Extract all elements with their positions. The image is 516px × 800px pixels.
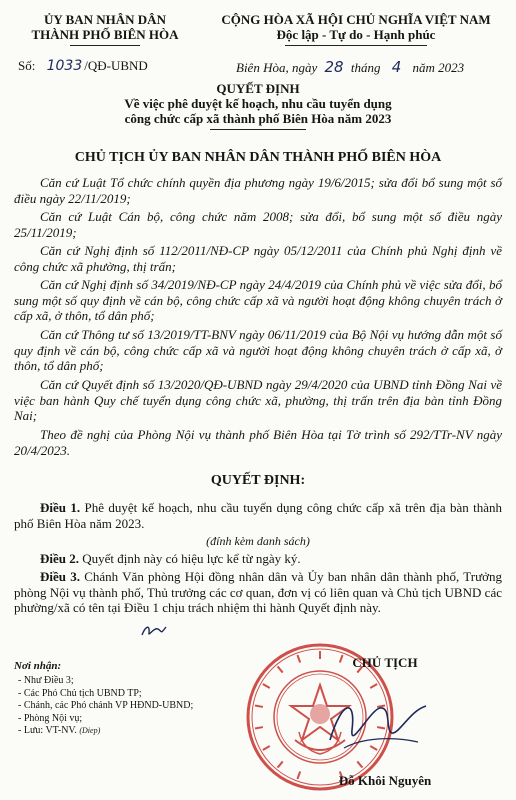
legal-basis-7: Theo đề nghị của Phòng Nội vụ thành phố Biên Hòa tại Tờ trình số 292/TTr-NV ngày 20/4/2023. [14,427,502,458]
recipients-heading: Nơi nhận: [14,660,62,672]
legal-basis-6: Căn cứ Quyết định số 13/2020/QĐ-UBND ngày 29/4/2020 của UBND tỉnh Đồng Nai về việc ban hành Quy chế tuyển dụng công chức xã, phường, thị trấn trên địa bàn tỉnh Đồng Nai; [14,377,502,423]
recipient-list [18,675,193,738]
legal-basis-5: Căn cứ Thông tư số 13/2019/TT-BNV ngày 06/11/2019 của Bộ Nội vụ hướng dẫn một số quy định về cán bộ, công chức cấp xã và người hoạt động không chuyên trách ở cấp xã, ở thôn, tổ dân phố; [14,327,502,373]
signer-name: Đỗ Khôi Nguyên [338,773,432,788]
title-underline [210,129,306,130]
document-date: Biên Hòa, ngày 28 tháng 4 năm 2023 [236,58,465,76]
handwritten-number: 1033 [46,58,83,74]
recipient-item: - Như Điều 3; [18,675,74,686]
handwritten-day: 28 [324,58,344,76]
decision-heading: QUYẾT ĐỊNH: [210,473,306,488]
signer-title: CHỦ TỊCH [352,655,418,670]
document-number: Số: 1033 /QĐ-UBND [18,58,148,74]
legal-basis-2: Căn cứ Luật Cán bộ, công chức năm 2008; sửa đổi, bổ sung một số điều ngày 25/11/2019; [14,209,502,240]
org-name-line2: THÀNH PHỐ BIÊN HÒA [31,27,179,42]
article-3: Điều 3. Chánh Văn phòng Hội đồng nhân dân và Ủy ban nhân dân thành phố, Trưởng phòng Nội vụ thành phố, Thủ trưởng các cơ quan, đơn vị có liên quan và Chủ tịch UBND các phường/xã có tên tại Điều 1 chịu trách nhiệm thi hành Quyết định này. [14,569,502,615]
legal-basis-1: Căn cứ Luật Tổ chức chính quyền địa phương ngày 19/6/2015; sửa đổi bổ sung một số điều ngày 22/11/2019; [14,175,502,206]
handwritten-month: 4 [391,58,402,76]
legal-basis-3: Căn cứ Nghị định số 112/2011/NĐ-CP ngày 05/12/2011 của Chính phủ Nghị định về công chức xã phường, thị trấn; [14,243,502,274]
document-type: QUYẾT ĐỊNH [216,81,300,96]
subject-line2: công chức cấp xã thành phố Biên Hòa năm 2023 [124,111,392,126]
article-2: Điều 2. Quyết định này có hiệu lực kể từ ngày ký. [40,551,301,566]
initials-scribble [140,623,168,639]
recipient-item: - Phòng Nội vụ; [18,712,83,724]
nation-motto: Độc lập - Tự do - Hạnh phúc [276,27,436,42]
nation-name: CỘNG HÒA XÃ HỘI CHỦ NGHĨA VIỆT NAM [221,12,491,27]
recipient-item: - Chánh, các Phó chánh VP HĐND-UBND; [18,700,194,711]
motto-underline [285,45,427,46]
recipient-item: - Lưu: VT-NV. (Diep) [18,725,101,736]
article-1-note: (đính kèm danh sách) [206,534,310,548]
drafter-initials: (Diep) [79,726,101,735]
org-underline [70,45,140,46]
recipient-item: - Các Phó Chủ tịch UBND TP; [18,687,142,699]
article-1: Điều 1. Phê duyệt kế hoạch, nhu cầu tuyển dụng công chức cấp xã trên địa bàn thành phố Biên Hòa năm 2023. [14,500,503,531]
subject-line1: Về việc phê duyệt kế hoạch, nhu cầu tuyển dụng [124,96,392,111]
issuing-authority: CHỦ TỊCH ỦY BAN NHÂN DÂN THÀNH PHỐ BIÊN HÒA [74,150,442,165]
org-name-line1: ỦY BAN NHÂN DÂN [44,12,166,27]
handwritten-signature [322,690,432,760]
legal-basis-4: Căn cứ Nghị định số 34/2019/NĐ-CP ngày 24/4/2019 của Chính phủ về việc sửa đổi, bổ sung một số quy định về cán bộ, công chức cấp xã và người hoạt động không chuyên trách ở cấp xã, ở thôn, tổ dân phố; [14,277,502,323]
